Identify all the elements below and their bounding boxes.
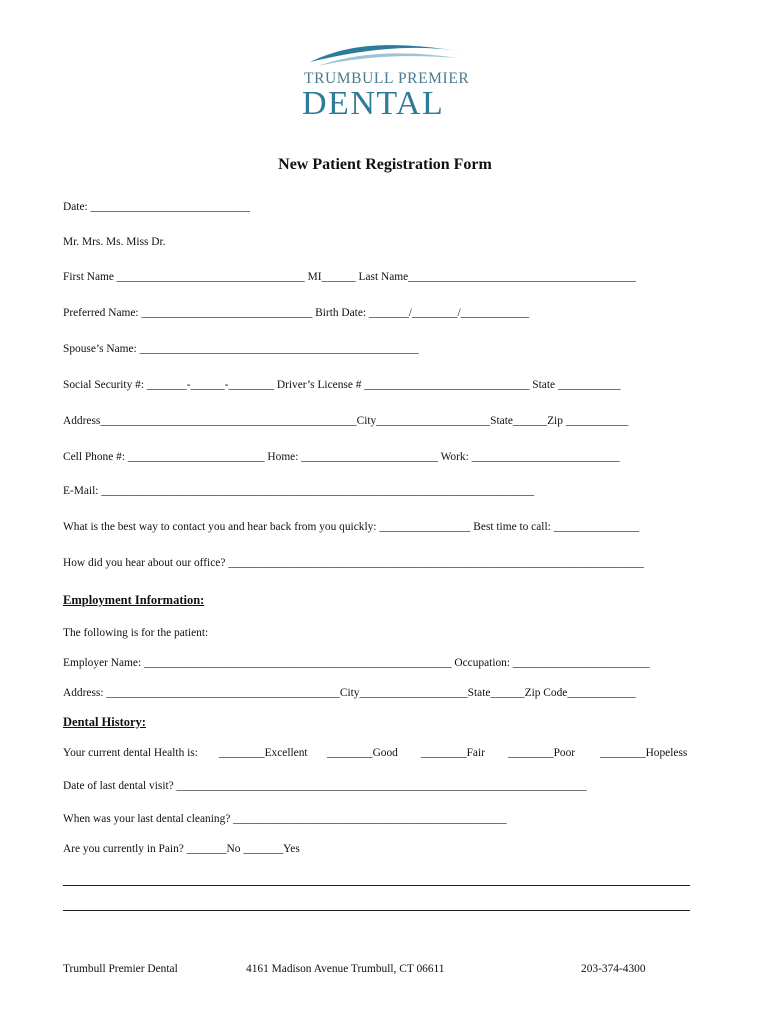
logo-text-dental: DENTAL xyxy=(302,85,445,122)
form-title: New Patient Registration Form xyxy=(278,156,492,173)
employment-note: The following is for the patient: xyxy=(63,627,209,639)
practice-logo xyxy=(300,38,470,128)
spouse-name-field[interactable]: Spouse’s Name: _________________________________________________ xyxy=(63,343,419,355)
notes-line[interactable] xyxy=(63,885,690,886)
ssn-license-fields[interactable]: Social Security #: _______-______-________ Driver’s License # _____________________________ State ___________ xyxy=(63,379,621,391)
preferred-name-birthdate-fields[interactable]: Preferred Name: ______________________________ Birth Date: _______/________/____________ xyxy=(63,307,530,319)
dental-health-label: Your current dental Health is: xyxy=(63,747,198,759)
health-option-poor[interactable]: ________Poor xyxy=(508,747,576,759)
last-visit-field[interactable]: Date of last dental visit? ________________________________________________________________________ xyxy=(63,780,587,792)
contact-preference-fields[interactable]: What is the best way to contact you and hear back from you quickly: ________________ Best time to call: _______________ xyxy=(63,521,640,533)
logo-text-top: TRUMBULL PREMIER xyxy=(304,70,470,87)
employer-address-fields[interactable]: Address: _________________________________________City___________________State______Zip Code____________ xyxy=(63,687,636,699)
health-option-excellent[interactable]: ________Excellent xyxy=(219,747,308,759)
pain-field[interactable]: Are you currently in Pain? _______No _______Yes xyxy=(63,843,300,855)
address-fields[interactable]: Address_____________________________________________City____________________State______Zip ___________ xyxy=(63,415,629,427)
footer-practice-name: Trumbull Premier Dental xyxy=(63,963,178,975)
date-field[interactable]: Date: ____________________________ xyxy=(63,201,250,213)
phone-fields[interactable]: Cell Phone #: ________________________ Home: ________________________ Work: __________________________ xyxy=(63,451,620,463)
notes-line[interactable] xyxy=(63,910,690,911)
wave-icon xyxy=(308,38,468,70)
title-options[interactable]: Mr. Mrs. Ms. Miss Dr. xyxy=(63,236,166,248)
footer-phone: 203-374-4300 xyxy=(581,963,646,975)
email-field[interactable]: E-Mail: ____________________________________________________________________________ xyxy=(63,485,535,497)
last-cleaning-field[interactable]: When was your last dental cleaning? ________________________________________________ xyxy=(63,813,507,825)
health-option-good[interactable]: ________Good xyxy=(327,747,398,759)
dental-history-heading: Dental History: xyxy=(63,715,146,729)
health-option-fair[interactable]: ________Fair xyxy=(421,747,485,759)
employer-occupation-fields[interactable]: Employer Name: ______________________________________________________ Occupation: ________________________ xyxy=(63,657,650,669)
referral-source-field[interactable]: How did you hear about our office? _________________________________________________________________________ xyxy=(63,557,644,569)
health-option-hopeless[interactable]: ________Hopeless xyxy=(600,747,688,759)
footer-address: 4161 Madison Avenue Trumbull, CT 06611 xyxy=(246,963,445,975)
employment-heading: Employment Information: xyxy=(63,593,205,607)
name-fields[interactable]: First Name _________________________________ MI______ Last Name________________________________________ xyxy=(63,271,636,283)
